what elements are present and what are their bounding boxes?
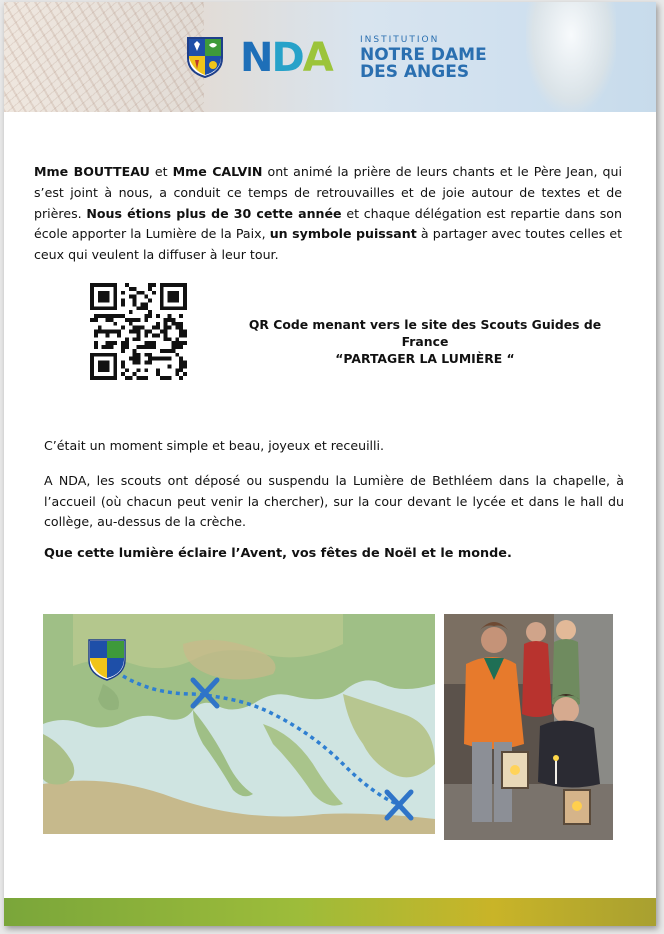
intro-text-2: ont animé la prière de leurs chants et le Père Jean, qui s’est joint à nous, a conduit ce temps de retrouvailles et de joie autour de textes et de prières. <box>34 164 622 221</box>
intro-name-2: Mme CALVIN <box>172 164 263 179</box>
footer-band <box>4 898 656 926</box>
intro-text-3: et chaque délégation est repartie dans son école apporter la Lumière de la Paix, <box>34 205 622 242</box>
statue-image <box>526 2 616 112</box>
qr-caption-line2: “PARTAGER LA LUMIÈRE “ <box>335 351 515 366</box>
logo-letter-d: D <box>271 35 303 81</box>
intro-highlight-1: Nous étions plus de 30 cette année <box>86 205 342 221</box>
intro-paragraph <box>34 162 622 266</box>
logo-letter-a: A <box>302 35 332 81</box>
body-text <box>44 436 624 533</box>
qr-caption <box>226 316 624 367</box>
scouts-photo <box>444 614 613 840</box>
map-image <box>43 614 435 834</box>
document-page <box>4 2 656 926</box>
intro-text-1: et <box>149 164 173 179</box>
institution-name <box>360 36 487 81</box>
closing-sentence: Que cette lumière éclaire l’Avent, vos fêtes de Noël et le monde. <box>44 546 512 561</box>
logo-letter-n: N <box>240 35 272 81</box>
qr-caption-line1: QR Code menant vers le site des Scouts Guides de France <box>248 317 602 349</box>
institution-name-line1: NOTRE DAME <box>360 45 487 65</box>
qr-code[interactable] <box>90 283 187 380</box>
intro-name-1: Mme BOUTTEAU <box>34 164 150 179</box>
header-banner <box>4 2 656 112</box>
tree-background <box>4 2 204 112</box>
school-crest-icon <box>186 36 224 78</box>
intro-text-4: à partager avec toutes celles et ceux qui veulent la diffuser à leur tour. <box>34 226 623 263</box>
body-paragraph-1: C’était un moment simple et beau, joyeux et receuilli. <box>44 438 385 453</box>
body-paragraph-2: A NDA, les scouts ont déposé ou suspendu la Lumière de Bethléem dans la chapelle, à l’accueil (où chacun peut venir la chercher), sur la cour devant le lycée et dans le hall du collège, au-dessus de la crèche. <box>44 472 624 530</box>
institution-label: INSTITUTION <box>360 35 440 45</box>
nda-logo <box>240 36 332 80</box>
institution-name-line2: DES ANGES <box>360 62 470 82</box>
intro-highlight-2: un symbole puissant <box>269 226 417 242</box>
